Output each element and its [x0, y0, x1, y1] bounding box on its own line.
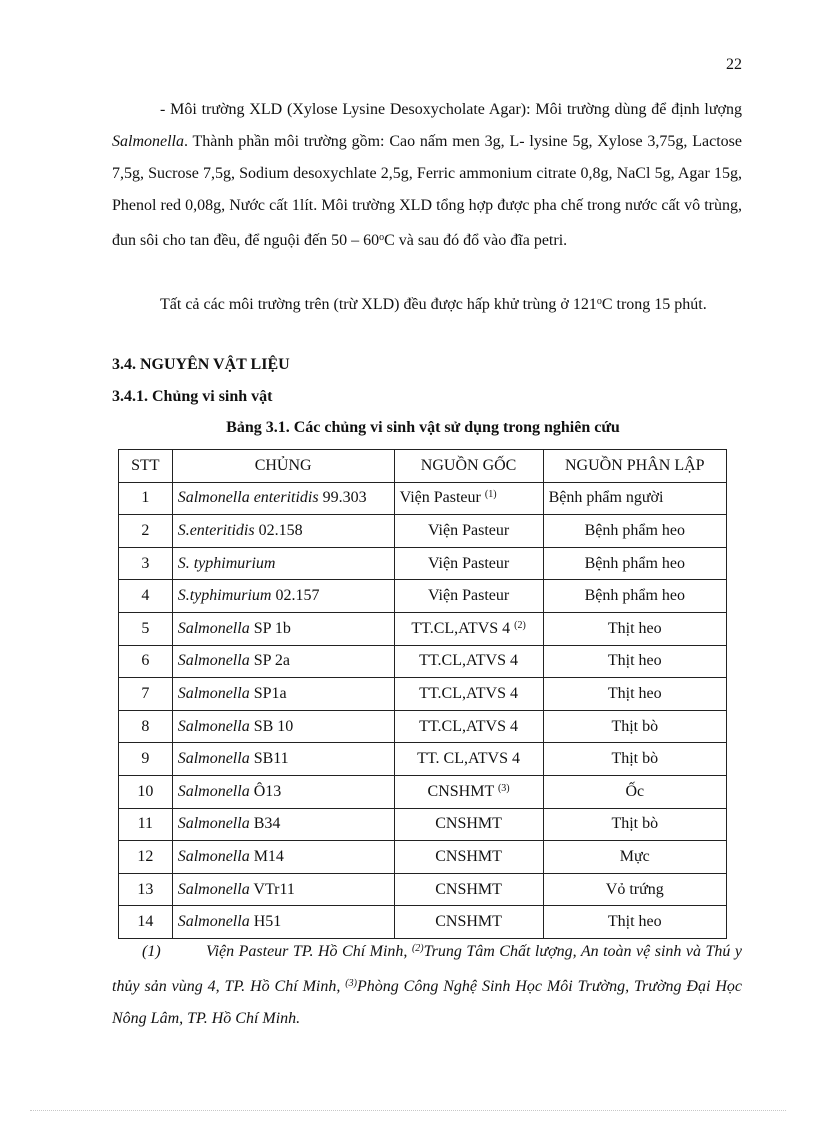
origin-text: TT. CL,ATVS 4	[417, 750, 520, 768]
cell-strain	[172, 580, 394, 613]
table-row	[119, 482, 727, 515]
cell-stt: 12	[119, 841, 173, 874]
note1-text: Viện Pasteur TP. Hồ Chí Minh,	[206, 943, 412, 960]
table-row	[119, 645, 727, 678]
steril-text-b: C trong 15 phút.	[601, 296, 707, 313]
table-row	[119, 580, 727, 613]
steril-degree: o	[596, 296, 602, 307]
cell-origin	[394, 710, 543, 743]
origin-text: TT.CL,ATVS 4	[419, 684, 518, 702]
cell-origin	[394, 612, 543, 645]
cell-stt: 3	[119, 547, 173, 580]
origin-text: CNSHMT	[435, 913, 502, 931]
cell-strain	[172, 678, 394, 711]
cell-source: Bệnh phẩm heo	[543, 580, 726, 613]
sterilization-paragraph	[112, 286, 742, 321]
cell-strain	[172, 808, 394, 841]
cell-origin	[394, 743, 543, 776]
cell-origin	[394, 873, 543, 906]
cell-source: Bệnh phẩm người	[543, 482, 726, 515]
cell-strain	[172, 841, 394, 874]
cell-source: Thịt heo	[543, 678, 726, 711]
cell-strain	[172, 482, 394, 515]
origin-text: Viện Pasteur	[427, 554, 510, 572]
cell-source: Thịt heo	[543, 645, 726, 678]
origin-text: Viện Pasteur	[427, 521, 510, 539]
strain-genus: Salmonella	[177, 782, 250, 800]
cell-stt: 11	[119, 808, 173, 841]
header-strain: CHỦNG	[172, 450, 394, 483]
cell-origin	[394, 645, 543, 678]
cell-stt: 1	[119, 482, 173, 515]
cell-stt: 10	[119, 775, 173, 808]
strain-genus: Salmonella	[177, 847, 250, 865]
strain-genus: Salmonella	[177, 619, 250, 637]
xld-text-c: C và sau đó đổ vào đĩa petri.	[384, 232, 568, 249]
cell-strain	[172, 515, 394, 548]
strain-genus: Salmonella	[177, 717, 250, 735]
cell-origin	[394, 580, 543, 613]
strain-code: M14	[249, 847, 284, 865]
bottom-dotted-border	[30, 1110, 786, 1111]
strain-genus: Salmonella	[177, 880, 250, 898]
cell-origin	[394, 482, 543, 515]
table-row	[119, 743, 727, 776]
cell-stt: 4	[119, 580, 173, 613]
table-caption: Bảng 3.1. Các chủng vi sinh vật sử dụng trong nghiên cứu	[226, 419, 620, 436]
cell-source: Thịt bò	[543, 808, 726, 841]
strain-code: SB11	[249, 750, 289, 768]
cell-origin	[394, 678, 543, 711]
cell-origin	[394, 515, 543, 548]
section-heading: 3.4. NGUYÊN VẬT LIỆU	[112, 356, 290, 373]
cell-stt: 14	[119, 906, 173, 939]
strain-genus: Salmonella	[177, 913, 250, 931]
strain-code: SP1a	[249, 684, 287, 702]
cell-origin	[394, 841, 543, 874]
note2-marker: (2)	[411, 943, 424, 954]
cell-strain	[172, 775, 394, 808]
xld-italic-genus: Salmonella	[112, 133, 184, 150]
strain-genus: Salmonella	[177, 684, 250, 702]
cell-strain	[172, 547, 394, 580]
strain-genus: Salmonella enteritidis	[177, 489, 319, 507]
strain-code: SB 10	[249, 717, 294, 735]
xld-text-b: . Thành phần môi trường gồm: Cao nấm men 3g, L- lysine 5g, Xylose 3,75g, Lactose 7,5g, Sucrose 7,5g, Sodium desoxychlate 2,5g, Ferric ammonium citrate 0,8g, NaCl 5g, Agar 15g, Phenol red 0,08g, Nước cất 1lít. Môi trường XLD tổng hợp được pha chế trong nước cất vô trùng, đun sôi cho tan đều, để nguội đến 50 – 60	[112, 133, 742, 249]
table-row	[119, 841, 727, 874]
strain-code: Ô13	[249, 782, 282, 800]
table-row	[119, 612, 727, 645]
origin-text: TT.CL,ATVS 4	[411, 619, 515, 637]
page-number: 22	[726, 56, 742, 73]
cell-stt: 13	[119, 873, 173, 906]
strain-code: VTr11	[249, 880, 295, 898]
strain-genus: Salmonella	[177, 815, 250, 833]
table-footnotes	[112, 933, 742, 1035]
xld-text-a: - Môi trường XLD (Xylose Lysine Desoxycholate Agar): Môi trường dùng để định lượng	[160, 101, 742, 118]
origin-text: CNSHMT	[427, 782, 498, 800]
strain-code: B34	[249, 815, 281, 833]
xld-medium-paragraph	[112, 94, 742, 257]
cell-origin	[394, 775, 543, 808]
cell-stt: 2	[119, 515, 173, 548]
note2-text: Trung Tâm Chất lượng, An toàn vệ sinh và Thú y thủy sản vùng 4, TP. Hồ Chí Minh,	[112, 943, 742, 995]
cell-stt: 5	[119, 612, 173, 645]
cell-source: Thịt heo	[543, 906, 726, 939]
strain-genus: S.typhimurium	[177, 587, 272, 605]
strain-code: H51	[249, 913, 282, 931]
strain-code: SP 1b	[249, 619, 291, 637]
xld-degree: o	[379, 232, 385, 243]
cell-stt: 6	[119, 645, 173, 678]
origin-text: CNSHMT	[435, 880, 502, 898]
origin-note: (3)	[497, 782, 510, 794]
cell-source: Bệnh phẩm heo	[543, 515, 726, 548]
cell-strain	[172, 612, 394, 645]
table-row	[119, 678, 727, 711]
strain-code: 02.157	[271, 587, 320, 605]
note1-marker: (1)	[142, 943, 161, 960]
cell-strain	[172, 710, 394, 743]
origin-text: Viện Pasteur	[399, 489, 485, 507]
origin-text: TT.CL,ATVS 4	[419, 717, 518, 735]
cell-origin	[394, 808, 543, 841]
table-row	[119, 710, 727, 743]
header-origin: NGUỒN GỐC	[394, 450, 543, 483]
origin-text: CNSHMT	[435, 847, 502, 865]
strain-genus: S.enteritidis	[177, 521, 255, 539]
strain-code: SP 2a	[249, 652, 291, 670]
cell-source: Mực	[543, 841, 726, 874]
origin-note: (1)	[484, 489, 497, 501]
cell-stt: 7	[119, 678, 173, 711]
strain-table	[118, 449, 727, 939]
cell-strain	[172, 873, 394, 906]
strain-genus: S. typhimurium	[177, 554, 276, 572]
table-row	[119, 547, 727, 580]
table-row	[119, 808, 727, 841]
cell-strain	[172, 743, 394, 776]
table-header-row	[119, 450, 727, 483]
table-row	[119, 775, 727, 808]
cell-stt: 8	[119, 710, 173, 743]
cell-source: Bệnh phẩm heo	[543, 547, 726, 580]
cell-strain	[172, 645, 394, 678]
origin-text: TT.CL,ATVS 4	[419, 652, 518, 670]
cell-source: Vỏ trứng	[543, 873, 726, 906]
strain-genus: Salmonella	[177, 652, 250, 670]
cell-stt: 9	[119, 743, 173, 776]
cell-source: Thịt bò	[543, 710, 726, 743]
strain-code: 02.158	[254, 521, 303, 539]
cell-source: Ốc	[543, 775, 726, 808]
header-source: NGUỒN PHÂN LẬP	[543, 450, 726, 483]
strain-code: 99.303	[318, 489, 367, 507]
note3-marker: (3)	[345, 978, 357, 989]
note3-text: Phòng Công Nghệ Sinh Học Môi Trường, Trường Đại Học Nông Lâm, TP. Hồ Chí Minh.	[112, 978, 743, 1027]
cell-source: Thịt bò	[543, 743, 726, 776]
strain-genus: Salmonella	[177, 750, 250, 768]
header-stt: STT	[119, 450, 173, 483]
subsection-heading: 3.4.1. Chủng vi sinh vật	[112, 388, 273, 405]
table-row	[119, 515, 727, 548]
cell-origin	[394, 547, 543, 580]
origin-note: (2)	[514, 619, 526, 631]
steril-text-a: Tất cả các môi trường trên (trừ XLD) đều được hấp khử trùng ở 121	[160, 296, 597, 313]
origin-text: CNSHMT	[435, 815, 502, 833]
table-row	[119, 873, 727, 906]
cell-source: Thịt heo	[543, 612, 726, 645]
origin-text: Viện Pasteur	[427, 587, 510, 605]
